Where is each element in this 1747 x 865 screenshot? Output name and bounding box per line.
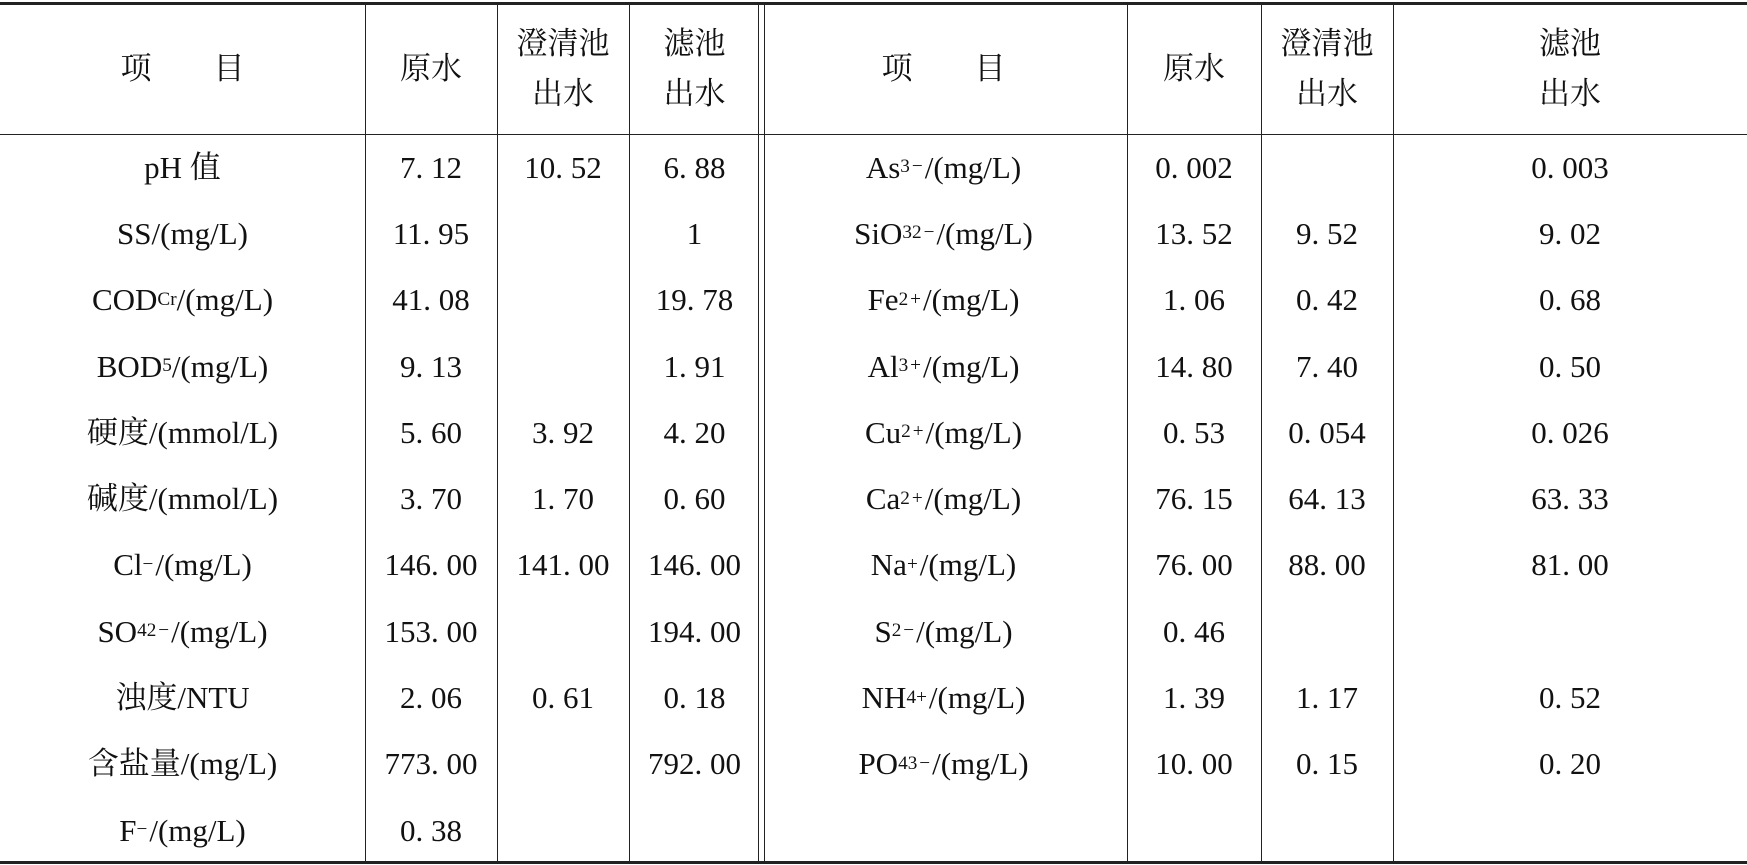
item-cell: pH 值 (144, 149, 221, 185)
value-cell-filt (1393, 598, 1747, 664)
value-cell-clar: 88. 00 (1288, 547, 1366, 583)
value-cell-clar: 3. 92 (532, 414, 594, 450)
value-cell-filt: 0. 003 (1531, 149, 1609, 185)
value-cell-raw: 0. 46 (1163, 613, 1225, 649)
value-cell-raw: 146. 00 (384, 547, 478, 583)
value-cell-clar (497, 333, 629, 399)
value-cell-raw: 153. 00 (384, 613, 478, 649)
clarifier-outlet-header: 澄清池 出水 (1280, 26, 1374, 111)
value-cell-filt: 6. 88 (663, 149, 726, 185)
value-cell-clar: 0. 15 (1296, 746, 1358, 782)
value-cell-raw: 1. 39 (1163, 680, 1225, 716)
value-cell-raw: 41. 08 (392, 282, 470, 318)
value-cell-clar: 1. 17 (1296, 680, 1358, 716)
value-cell-clar: 141. 00 (516, 547, 610, 583)
value-cell-filt: 792. 00 (648, 746, 741, 782)
value-cell-raw: 2. 06 (400, 680, 462, 716)
item-cell: Ca 2+ /(mg/L) (865, 481, 1022, 517)
value-cell-filt: 194. 00 (648, 613, 741, 649)
value-cell-filt: 19. 78 (655, 282, 734, 318)
value-cell-raw: 1. 06 (1163, 282, 1225, 318)
item-cell: Cu 2+ /(mg/L) (864, 414, 1023, 450)
value-cell-filt: 0. 60 (663, 481, 726, 517)
item-cell: F − /(mg/L) (119, 812, 246, 848)
item-cell: SO 4 2− /(mg/L) (97, 613, 268, 649)
item-cell: 碱度/(mmol/L) (86, 481, 279, 517)
value-cell-clar (497, 731, 629, 797)
item-header: 项 目 (120, 51, 245, 86)
item-cell: 含盐量/(mg/L) (87, 746, 278, 782)
value-cell-clar (497, 200, 629, 266)
value-cell-filt: 81. 00 (1531, 547, 1609, 583)
value-cell-clar: 7. 40 (1296, 348, 1358, 384)
value-cell-raw: 76. 00 (1155, 547, 1233, 583)
value-cell-filt: 1 (686, 215, 703, 251)
value-cell-filt: 0. 52 (1539, 680, 1601, 716)
value-cell-clar: 10. 52 (524, 149, 602, 185)
value-cell-raw: 3. 70 (400, 481, 462, 517)
value-cell-filt: 0. 18 (663, 680, 726, 716)
value-cell-raw: 5. 60 (400, 414, 462, 450)
value-cell-raw: 9. 13 (400, 348, 462, 384)
item-cell: 硬度/(mmol/L) (86, 414, 279, 450)
value-cell-raw: 76. 15 (1155, 481, 1233, 517)
item-cell: COD Cr /(mg/L) (91, 282, 274, 318)
item-cell: Fe 2+ /(mg/L) (867, 282, 1020, 318)
value-cell-clar (497, 797, 629, 863)
value-cell-clar (497, 267, 629, 333)
value-cell-raw: 7. 12 (400, 149, 462, 185)
filter-outlet-header: 滤池 出水 (1539, 26, 1601, 111)
value-cell-raw: 14. 80 (1155, 348, 1233, 384)
value-cell-raw: 0. 53 (1163, 414, 1225, 450)
item-cell: 浊度/NTU (115, 680, 250, 716)
value-cell-filt: 4. 20 (663, 414, 726, 450)
value-cell-clar (497, 598, 629, 664)
value-cell-clar: 1. 70 (532, 481, 594, 517)
raw-water-header: 原水 (1163, 51, 1225, 86)
value-cell-clar: 0. 42 (1296, 282, 1358, 318)
value-cell-raw: 0. 002 (1155, 149, 1233, 185)
item-cell: S 2− /(mg/L) (874, 613, 1013, 649)
value-cell-clar: 9. 52 (1296, 215, 1358, 251)
value-cell-raw: 0. 38 (400, 812, 462, 848)
item-cell: SS/(mg/L) (117, 215, 248, 251)
value-cell-raw: 13. 52 (1155, 215, 1233, 251)
value-cell-raw: 11. 95 (392, 215, 470, 251)
item-cell: Cl − /(mg/L) (113, 547, 252, 583)
clarifier-outlet-header: 澄清池 出水 (516, 26, 610, 111)
value-cell-clar (1261, 134, 1393, 200)
item-cell: Na + /(mg/L) (870, 547, 1017, 583)
value-cell-clar (1261, 598, 1393, 664)
filter-outlet-header: 滤池 出水 (663, 26, 726, 111)
item-cell: Al 3+ /(mg/L) (867, 348, 1020, 384)
value-cell-filt: 9. 02 (1539, 215, 1601, 251)
value-cell-filt: 146. 00 (648, 547, 741, 583)
value-cell-filt: 0. 026 (1531, 414, 1609, 450)
value-cell-clar: 0. 61 (532, 680, 594, 716)
item-cell: PO 4 3− /(mg/L) (858, 746, 1029, 782)
item-header: 项 目 (881, 51, 1006, 86)
value-cell-filt: 63. 33 (1531, 481, 1609, 517)
value-cell-raw: 773. 00 (384, 746, 478, 782)
value-cell-filt: 0. 68 (1539, 282, 1601, 318)
value-cell-raw: 10. 00 (1155, 746, 1233, 782)
value-cell-filt: 0. 50 (1539, 348, 1601, 384)
value-cell-filt: 0. 20 (1539, 746, 1601, 782)
item-cell: As 3− /(mg/L) (865, 149, 1022, 185)
value-cell-filt (629, 797, 760, 863)
raw-water-header: 原水 (400, 51, 462, 86)
value-cell-clar: 64. 13 (1288, 481, 1366, 517)
item-cell: BOD 5 /(mg/L) (96, 348, 269, 384)
value-cell-filt: 1. 91 (663, 348, 726, 384)
value-cell-clar: 0. 054 (1288, 414, 1366, 450)
item-cell: SiO 3 2− /(mg/L) (854, 215, 1033, 251)
item-cell: NH 4 + /(mg/L) (861, 680, 1026, 716)
